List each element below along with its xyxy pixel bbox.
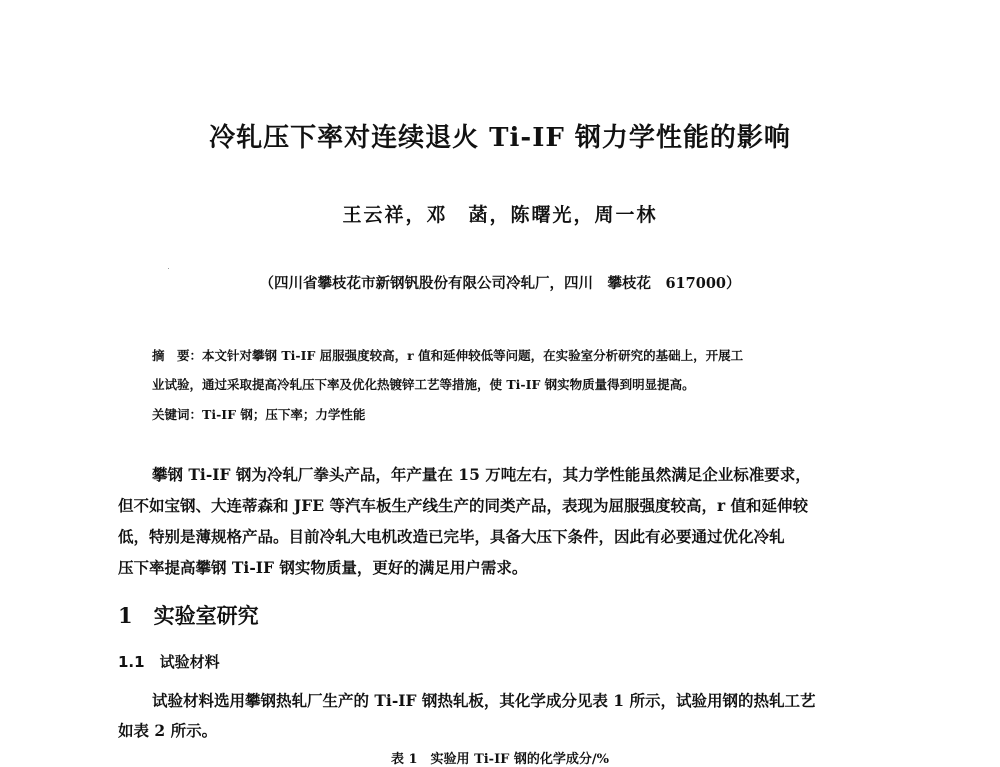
paper-authors: 王云祥，邓 菡，陈曙光，周一林 [342, 204, 658, 226]
keywords-text: Ti-IF 钢；压下率；力学性能 [202, 407, 366, 422]
scan-speck [168, 268, 169, 269]
intro-line-3: 低，特别是薄规格产品。目前冷轧大电机改造已完毕，具备大压下条件，因此有必要通过优化冷轧 [118, 527, 785, 546]
section-1-1-heading: 1.1 试验材料 [118, 653, 220, 671]
abstract-text-1: 本文针对攀钢 Ti-IF 屈服强度较高，r 值和延伸较低等问题，在实验室分析研究的基础上，开展工 [202, 348, 744, 363]
paper-affiliation: （四川省攀枝花市新钢钒股份有限公司冷轧厂，四川 攀枝花 617000） [259, 275, 741, 292]
section-1-heading: 1 实验室研究 [118, 603, 259, 628]
abstract-line-1 [152, 346, 743, 364]
intro-line-2: 但不如宝钢、大连蒂森和 JFE 等汽车板生产线生产的同类产品，表现为屈服强度较高，r 值和延伸较 [118, 496, 809, 515]
material-line-2: 如表 2 所示。 [118, 721, 218, 740]
intro-line-1: 攀钢 Ti-IF 钢为冷轧厂拳头产品，年产量在 15 万吨左右，其力学性能虽然满足企业标准要求， [152, 465, 811, 484]
paper-title: 冷轧压下率对连续退火 Ti-IF 钢力学性能的影响 [209, 123, 791, 153]
abstract-line-2: 业试验，通过采取提高冷轧压下率及优化热镀锌工艺等措施，使 Ti-IF 钢实物质量得到明显提高。 [152, 377, 695, 392]
keywords-label: 关键词： [152, 407, 203, 422]
keywords-line [152, 405, 365, 423]
material-line-1: 试验材料选用攀钢热轧厂生产的 Ti-IF 钢热轧板，其化学成分见表 1 所示，试验用钢的热轧工艺 [152, 691, 816, 710]
abstract-label: 摘 要： [152, 348, 203, 363]
intro-line-4: 压下率提高攀钢 Ti-IF 钢实物质量，更好的满足用户需求。 [118, 558, 528, 577]
table-1-caption: 表 1 实验用 Ti-IF 钢的化学成分/% [390, 752, 610, 767]
